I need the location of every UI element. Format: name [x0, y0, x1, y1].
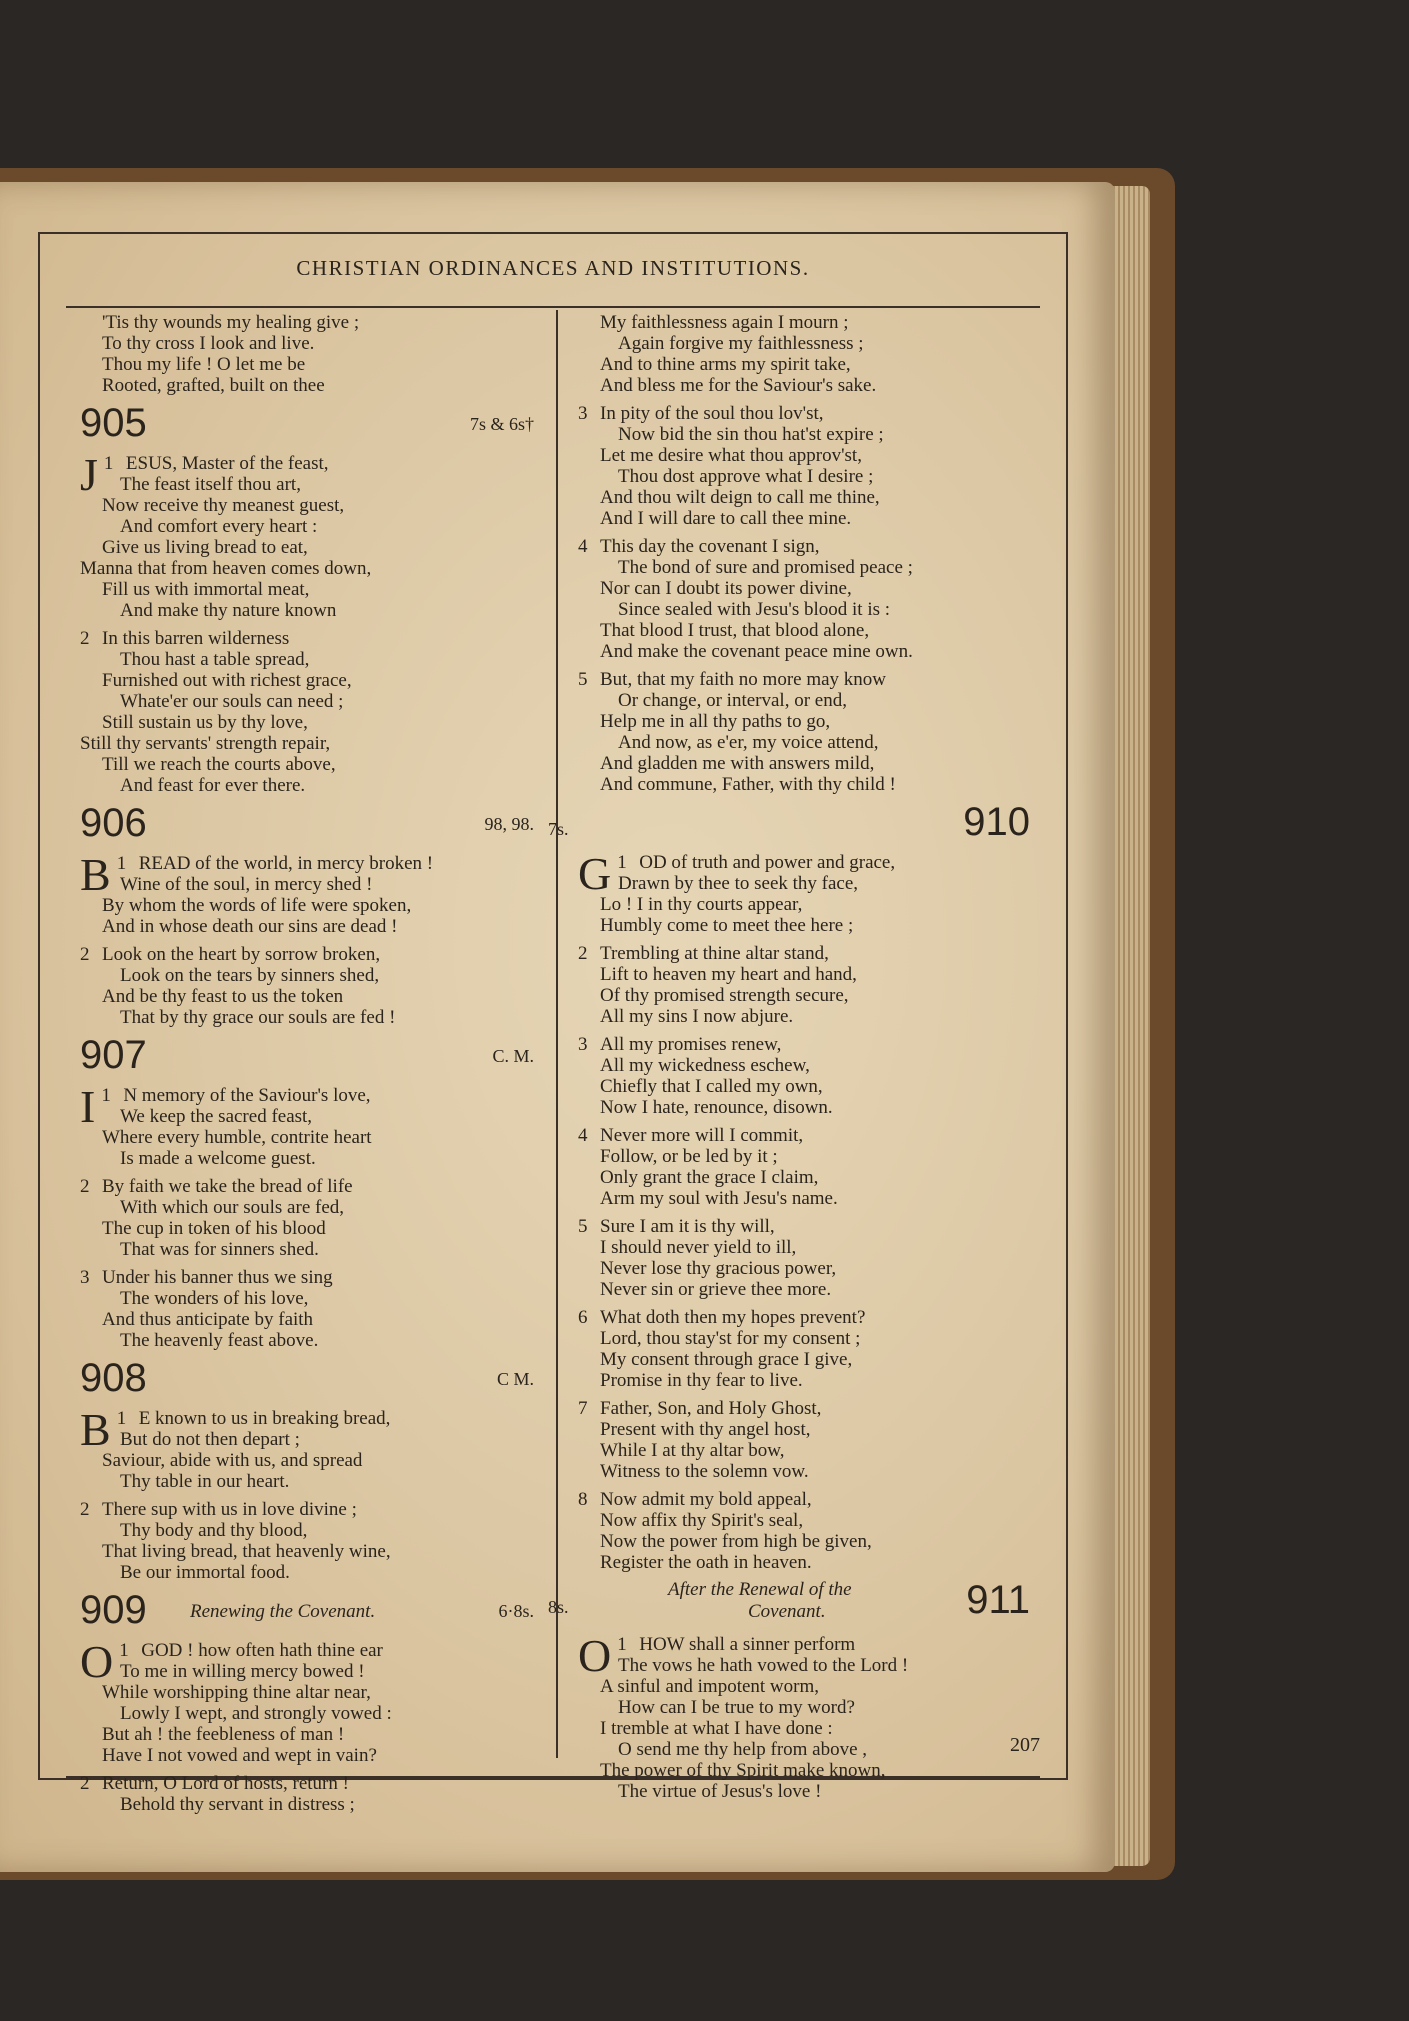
verse-number: 2: [578, 943, 588, 964]
text-frame: [38, 232, 1068, 1815]
stanza: [578, 1307, 1038, 1391]
verse-line: The vows he hath vowed to the Lord !: [618, 1655, 909, 1676]
hymn-number: 909: [80, 1588, 147, 1632]
verse-number: 2: [80, 1773, 90, 1794]
stanza: [80, 944, 540, 1028]
verse-line: Chiefly that I called my own,: [600, 1076, 823, 1097]
verse-line: I should never yield to ill,: [600, 1237, 797, 1258]
verse-number: 7: [578, 1398, 588, 1419]
verse-line: READ of the world, in mercy broken !: [138, 853, 434, 874]
drop-cap: B: [80, 849, 111, 900]
verse-line: All my wickedness eschew,: [600, 1055, 810, 1076]
verse-line: I tremble at what I have done :: [600, 1718, 833, 1739]
verse-line: And to thine arms my spirit take,: [600, 354, 851, 375]
verse-number: 1: [119, 1640, 129, 1661]
verse-line: And bless me for the Saviour's sake.: [600, 375, 877, 396]
verse-number: 5: [578, 1216, 588, 1237]
stanza: [578, 403, 1038, 529]
verse-line: In pity of the soul thou lov'st,: [600, 403, 824, 424]
verse-line: Or change, or interval, or end,: [618, 690, 847, 711]
verse-line: But, that my faith no more may know: [600, 669, 887, 690]
verse-line: Under his banner thus we sing: [102, 1267, 333, 1288]
hymn-meter: C M.: [496, 1369, 534, 1389]
verse-line: The power of thy Spirit make known,: [600, 1760, 886, 1781]
stanza: [578, 536, 1038, 662]
stanza: [578, 1630, 1038, 1802]
verse-line: Lo ! I in thy courts appear,: [600, 894, 803, 915]
verse-line: And thus anticipate by faith: [102, 1309, 314, 1330]
verse-line: Humbly come to meet thee here ;: [600, 915, 854, 936]
verse-line: Never sin or grieve thee more.: [600, 1279, 832, 1300]
verse-line: Look on the tears by sinners shed,: [120, 965, 380, 986]
verse-line: Of thy promised strength secure,: [600, 985, 849, 1006]
verse-line: Follow, or be led by it ;: [600, 1146, 778, 1167]
verse-line: That by thy grace our souls are fed !: [120, 1007, 396, 1028]
verse-line: Now admit my bold appeal,: [600, 1489, 812, 1510]
verse-line: Thou dost approve what I desire ;: [618, 466, 874, 487]
stanza: [578, 669, 1038, 795]
verse-line: A sinful and impotent worm,: [600, 1676, 820, 1697]
hymn-meter: 8s.: [548, 1597, 569, 1617]
stanza: [80, 1636, 540, 1766]
verse-line: The wonders of his love,: [120, 1288, 309, 1309]
verse-line: Only grant the grace I claim,: [600, 1167, 819, 1188]
stanza: [578, 1489, 1038, 1573]
verse-line: Still sustain us by thy love,: [102, 712, 308, 733]
verse-line: Thou my life ! O let me be: [102, 354, 306, 375]
verse-line: Wine of the soul, in mercy shed !: [120, 874, 373, 895]
verse-line: E known to us in breaking bread,: [138, 1408, 391, 1429]
stanza: [80, 1499, 540, 1583]
hymn-meter: 6·8s.: [498, 1601, 534, 1621]
verse-line: Since sealed with Jesu's blood it is :: [618, 599, 891, 620]
verse-line: Father, Son, and Holy Ghost,: [600, 1398, 822, 1419]
verse-line: This day the covenant I sign,: [600, 536, 820, 557]
verse-line: OD of truth and power and grace,: [639, 852, 896, 873]
hymn-title: Renewing the Covenant.: [190, 1601, 376, 1622]
verse-line: And make thy nature known: [120, 600, 337, 621]
hymn-906-header: [80, 800, 540, 846]
verse-line: O send me thy help from above ,: [618, 1739, 868, 1760]
verse-line: And commune, Father, with thy child !: [600, 774, 896, 795]
verse-line: Furnished out with richest grace,: [102, 670, 352, 691]
verse-line: Lowly I wept, and strongly vowed :: [120, 1703, 392, 1724]
verse-number: 1: [116, 853, 127, 874]
carry-over-stanza: [578, 312, 1038, 396]
verse-number: 1: [617, 1634, 627, 1655]
verse-line: Sure I am it is thy will,: [600, 1216, 775, 1237]
verse-line: My faithlessness again I mourn ;: [600, 312, 849, 333]
verse-line: Manna that from heaven comes down,: [80, 558, 372, 579]
stanza: [80, 1773, 540, 1815]
verse-line: Look on the heart by sorrow broken,: [102, 944, 381, 965]
verse-number: 1: [101, 1085, 111, 1106]
verse-line: Have I not vowed and wept in vain?: [102, 1745, 377, 1766]
verse-number: 3: [578, 403, 588, 424]
hymn-911-header: [548, 1577, 1038, 1627]
verse-number: 2: [80, 944, 90, 965]
verse-line: Now receive thy meanest guest,: [102, 495, 345, 516]
verse-line: The virtue of Jesus's love !: [618, 1781, 822, 1802]
verse-line: While I at thy altar bow,: [600, 1440, 785, 1461]
verse-line: And gladden me with answers mild,: [600, 753, 875, 774]
verse-line: While worshipping thine altar near,: [102, 1682, 371, 1703]
verse-line: Help me in all thy paths to go,: [600, 711, 831, 732]
verse-line: Never lose thy gracious power,: [600, 1258, 837, 1279]
verse-line: To thy cross I look and live.: [102, 333, 315, 354]
verse-line: All my sins I now abjure.: [600, 1006, 794, 1027]
verse-line: To me in willing mercy bowed !: [120, 1661, 365, 1682]
verse-line: The feast itself thou art,: [120, 474, 301, 495]
verse-line: And be thy feast to us the token: [102, 986, 344, 1007]
verse-line: Nor can I doubt its power divine,: [600, 578, 852, 599]
hymn-meter: C. M.: [492, 1046, 534, 1066]
verse-line: Thy table in our heart.: [120, 1471, 290, 1492]
stanza: [578, 848, 1038, 936]
verse-number: 6: [578, 1307, 588, 1328]
hymn-909-header: [80, 1587, 540, 1633]
hymn-number: 910: [963, 800, 1030, 844]
verse-line: But ah ! the feebleness of man !: [102, 1724, 345, 1745]
hymn-meter: 7s.: [548, 819, 569, 839]
hymn-number: 911: [966, 1578, 1030, 1622]
verse-line: GOD ! how often hath thine ear: [141, 1640, 383, 1661]
verse-number: 2: [80, 1176, 90, 1197]
verse-line: We keep the sacred feast,: [120, 1106, 313, 1127]
verse-line: Give us living bread to eat,: [102, 537, 308, 558]
left-column: [80, 312, 540, 1815]
stanza: [80, 1267, 540, 1351]
verse-line: Register the oath in heaven.: [600, 1552, 812, 1573]
verse-line: Trembling at thine altar stand,: [600, 943, 829, 964]
drop-cap: I: [80, 1081, 96, 1132]
verse-line: Arm my soul with Jesu's name.: [600, 1188, 838, 1209]
hymn-910-header: [548, 799, 1038, 845]
verse-line: Whate'er our souls can need ;: [120, 691, 344, 712]
verse-line: Where every humble, contrite heart: [102, 1127, 372, 1148]
verse-line: That living bread, that heavenly wine,: [102, 1541, 391, 1562]
drop-cap: O: [578, 1630, 612, 1681]
verse-number: 2: [80, 628, 90, 649]
verse-line: In this barren wilderness: [102, 628, 290, 649]
hymn-905-header: [80, 400, 540, 446]
drop-cap: J: [80, 449, 98, 500]
verse-line: Now the power from high be given,: [600, 1531, 872, 1552]
verse-line: What doth then my hopes prevent?: [600, 1307, 866, 1328]
verse-line: Now bid the sin thou hat'st expire ;: [618, 424, 884, 445]
verse-line: With which our souls are fed,: [120, 1197, 345, 1218]
verse-line: The cup in token of his blood: [102, 1218, 326, 1239]
verse-line: Be our immortal food.: [120, 1562, 290, 1583]
stanza: [80, 1404, 540, 1492]
stanza: [578, 1125, 1038, 1209]
verse-line: All my promises renew,: [600, 1034, 782, 1055]
verse-number: 3: [80, 1267, 90, 1288]
verse-line: HOW shall a sinner perform: [639, 1634, 856, 1655]
verse-number: 1: [617, 852, 627, 873]
verse-line: That was for sinners shed.: [120, 1239, 319, 1260]
verse-line: 'Tis thy wounds my healing give ;: [102, 312, 360, 333]
verse-line: Rooted, grafted, built on thee: [102, 375, 325, 396]
hymn-number: 906: [80, 801, 147, 845]
drop-cap: O: [80, 1636, 114, 1687]
verse-line: By whom the words of life were spoken,: [102, 895, 412, 916]
hymn-number: 905: [80, 401, 147, 445]
verse-line: And make the covenant peace mine own.: [600, 641, 913, 662]
hymn-title-cont: Covenant.: [748, 1601, 826, 1622]
hymn-number: 908: [80, 1356, 147, 1400]
verse-line: Let me desire what thou approv'st,: [600, 445, 862, 466]
drop-cap: G: [578, 848, 612, 899]
right-column: [548, 312, 1038, 1802]
verse-line: Thy body and thy blood,: [120, 1520, 308, 1541]
stanza: [80, 628, 540, 796]
verse-number: 4: [578, 1125, 588, 1146]
verse-line: Saviour, abide with us, and spread: [102, 1450, 363, 1471]
verse-number: 3: [578, 1034, 588, 1055]
verse-line: Witness to the solemn vow.: [600, 1461, 809, 1482]
carry-over-stanza: [80, 312, 540, 396]
hymn-908-header: [80, 1355, 540, 1401]
verse-line: And feast for ever there.: [120, 775, 306, 796]
verse-number: 4: [578, 536, 588, 557]
verse-line: Till we reach the courts above,: [102, 754, 336, 775]
verse-line: Lord, thou stay'st for my consent ;: [600, 1328, 861, 1349]
verse-line: And in whose death our sins are dead !: [102, 916, 398, 937]
verse-number: 8: [578, 1489, 588, 1510]
verse-line: Present with thy angel host,: [600, 1419, 811, 1440]
verse-line: And thou wilt deign to call me thine,: [600, 487, 880, 508]
verse-line: Now I hate, renounce, disown.: [600, 1097, 833, 1118]
stanza: [578, 943, 1038, 1027]
verse-line: Return, O Lord of hosts, return !: [102, 1773, 349, 1794]
verse-line: Drawn by thee to seek thy face,: [618, 873, 859, 894]
verse-line: Thou hast a table spread,: [120, 649, 310, 670]
running-head: CHRISTIAN ORDINANCES AND INSTITUTIONS.: [296, 256, 810, 280]
verse-line: That blood I trust, that blood alone,: [600, 620, 870, 641]
verse-number: 2: [80, 1499, 90, 1520]
page-number: 207: [1010, 1734, 1040, 1756]
drop-cap: B: [80, 1404, 111, 1455]
hymn-meter: 7s & 6s†: [469, 414, 534, 434]
verse-line: My consent through grace I give,: [600, 1349, 853, 1370]
hymn-number: 907: [80, 1033, 147, 1077]
stanza: [578, 1216, 1038, 1300]
verse-line: How can I be true to my word?: [618, 1697, 855, 1718]
verse-number: 1: [103, 453, 114, 474]
verse-line: The bond of sure and promised peace ;: [618, 557, 913, 578]
verse-line: And now, as e'er, my voice attend,: [618, 732, 879, 753]
verse-line: And comfort every heart :: [120, 516, 318, 537]
column-rule: [556, 310, 558, 1758]
hymn-meter: 98, 98.: [484, 814, 534, 834]
verse-line: By faith we take the bread of life: [102, 1176, 353, 1197]
verse-line: Behold thy servant in distress ;: [120, 1794, 355, 1815]
verse-line: Is made a welcome guest.: [120, 1148, 316, 1169]
verse-line: Promise in thy fear to live.: [600, 1370, 803, 1391]
verse-line: Still thy servants' strength repair,: [80, 733, 331, 754]
stanza: [578, 1398, 1038, 1482]
stanza: [80, 1176, 540, 1260]
verse-line: The heavenly feast above.: [120, 1330, 319, 1351]
verse-line: There sup with us in love divine ;: [102, 1499, 357, 1520]
verse-line: N memory of the Saviour's love,: [123, 1085, 371, 1106]
verse-line: ESUS, Master of the feast,: [125, 453, 329, 474]
stanza: [578, 1034, 1038, 1118]
stanza: [80, 1081, 540, 1169]
verse-number: 1: [116, 1408, 127, 1429]
stanza: [80, 449, 540, 621]
verse-line: But do not then depart ;: [120, 1429, 300, 1450]
verse-line: Now affix thy Spirit's seal,: [600, 1510, 804, 1531]
stanza: [80, 849, 540, 937]
verse-line: Lift to heaven my heart and hand,: [600, 964, 857, 985]
verse-number: 5: [578, 669, 588, 690]
verse-line: Never more will I commit,: [600, 1125, 804, 1146]
hymn-title: After the Renewal of the: [668, 1579, 852, 1600]
verse-line: And I will dare to call thee mine.: [600, 508, 852, 529]
hymn-907-header: [80, 1032, 540, 1078]
head-rule: [66, 306, 1040, 308]
verse-line: Again forgive my faithlessness ;: [618, 333, 864, 354]
verse-line: Fill us with immortal meat,: [102, 579, 310, 600]
